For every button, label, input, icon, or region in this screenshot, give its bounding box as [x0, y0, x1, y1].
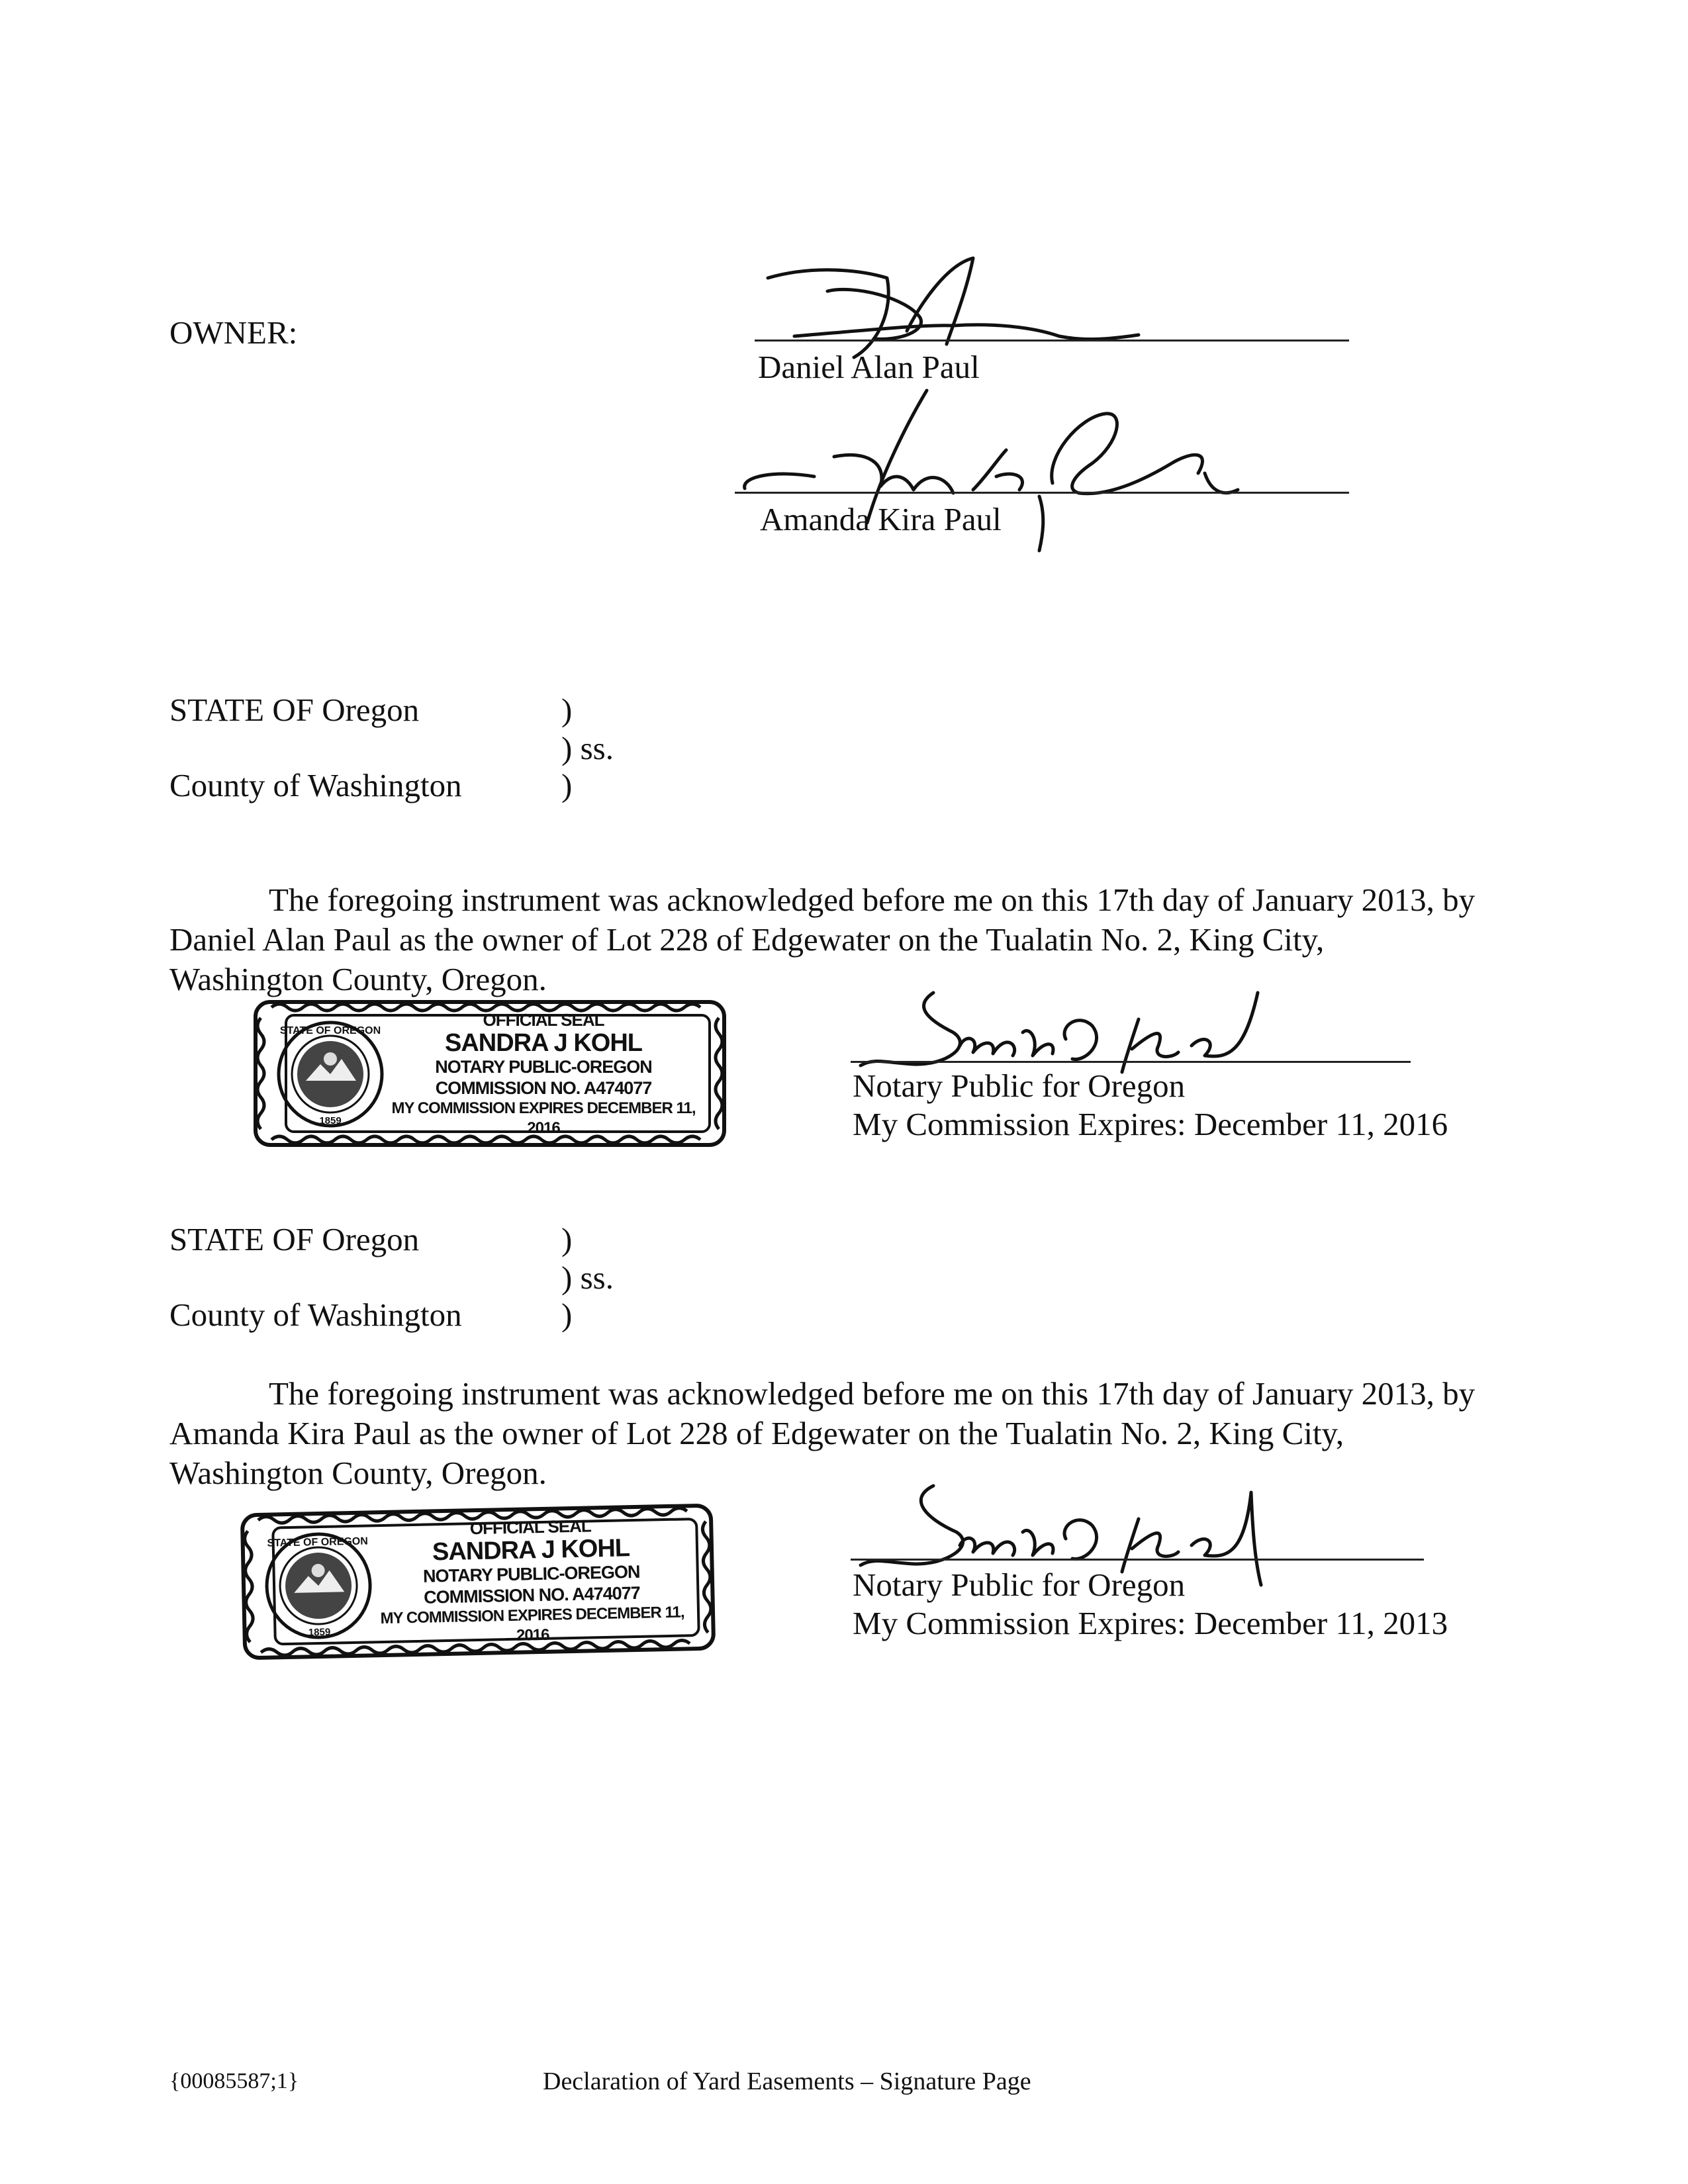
ack2-paragraph	[169, 1374, 1520, 1493]
seal-text	[377, 1010, 710, 1138]
seal-expires: MY COMMISSION EXPIRES DECEMBER 11, 2016	[380, 1603, 684, 1645]
seal-title: OFFICIAL SEAL	[469, 1516, 592, 1539]
ack1-line: Washington County, Oregon.	[169, 961, 547, 997]
seal-title: OFFICIAL SEAL	[483, 1010, 604, 1030]
notary-signature-line	[851, 1559, 1424, 1561]
footer-title: Declaration of Yard Easements – Signature Page	[543, 2068, 1031, 2095]
svg-text:1859: 1859	[319, 1115, 342, 1126]
ack1-paren-bottom: )	[561, 767, 573, 803]
seal-role: NOTARY PUBLIC-OREGON	[435, 1057, 652, 1077]
ack2-line: The foregoing instrument was acknowledged before me on this 17th day of January 2013, by	[269, 1375, 1476, 1412]
owner-label: OWNER:	[169, 314, 298, 351]
amanda-name: Amanda Kira Paul	[760, 501, 1002, 537]
amanda-signature-line	[735, 492, 1349, 494]
commission-expires: My Commission Expires: December 11, 2016	[853, 1106, 1448, 1142]
daniel-signature-line	[755, 340, 1349, 341]
ack2-county: County of Washington	[169, 1297, 462, 1333]
ack2-line: Amanda Kira Paul as the owner of Lot 228 of Edgewater on the Tualatin No. 2, King City,	[169, 1415, 1344, 1451]
seal-commission: COMMISSION NO. A474077	[435, 1078, 652, 1098]
seal-commission: COMMISSION NO. A474077	[423, 1582, 641, 1608]
notary-public-label: Notary Public for Oregon	[853, 1068, 1186, 1104]
official-seal	[238, 1501, 718, 1662]
ack1-paren-top: )	[561, 692, 573, 728]
seal-notary-name: SANDRA J KOHL	[432, 1534, 630, 1567]
state-of-oregon-seal-icon	[261, 1528, 376, 1643]
seal-role: NOTARY PUBLIC-OREGON	[422, 1561, 640, 1586]
ack2-paren-top: )	[561, 1221, 573, 1257]
ack2-line: Washington County, Oregon.	[169, 1455, 547, 1491]
ack2-state: STATE OF Oregon	[169, 1221, 420, 1257]
seal-text	[364, 1514, 699, 1649]
ack1-ss: ) ss.	[561, 730, 614, 766]
ack1-paragraph	[169, 880, 1520, 999]
official-seal	[252, 998, 728, 1149]
notary-signature-line	[851, 1061, 1411, 1063]
ack1-line: Daniel Alan Paul as the owner of Lot 228 of Edgewater on the Tualatin No. 2, King City,	[169, 921, 1325, 958]
svg-text:1859: 1859	[308, 1626, 331, 1639]
svg-text:STATE OF OREGON: STATE OF OREGON	[267, 1535, 369, 1549]
ack2-ss: ) ss.	[561, 1259, 614, 1296]
svg-text:STATE OF OREGON: STATE OF OREGON	[279, 1025, 381, 1036]
state-of-oregon-seal-icon	[274, 1018, 387, 1130]
commission-expires: My Commission Expires: December 11, 2013	[853, 1605, 1448, 1641]
ack1-state: STATE OF Oregon	[169, 692, 420, 728]
seal-expires: MY COMMISSION EXPIRES DECEMBER 11, 2016	[391, 1099, 696, 1137]
ack2-paren-bottom: )	[561, 1297, 573, 1333]
footer-doc-id: {00085587;1}	[169, 2069, 299, 2093]
ack1-line: The foregoing instrument was acknowledged before me on this 17th day of January 2013, by	[269, 882, 1476, 918]
seal-notary-name: SANDRA J KOHL	[444, 1029, 643, 1057]
daniel-signature	[755, 251, 1218, 364]
daniel-name: Daniel Alan Paul	[758, 349, 980, 385]
ack1-county: County of Washington	[169, 767, 462, 803]
notary-public-label: Notary Public for Oregon	[853, 1567, 1186, 1603]
